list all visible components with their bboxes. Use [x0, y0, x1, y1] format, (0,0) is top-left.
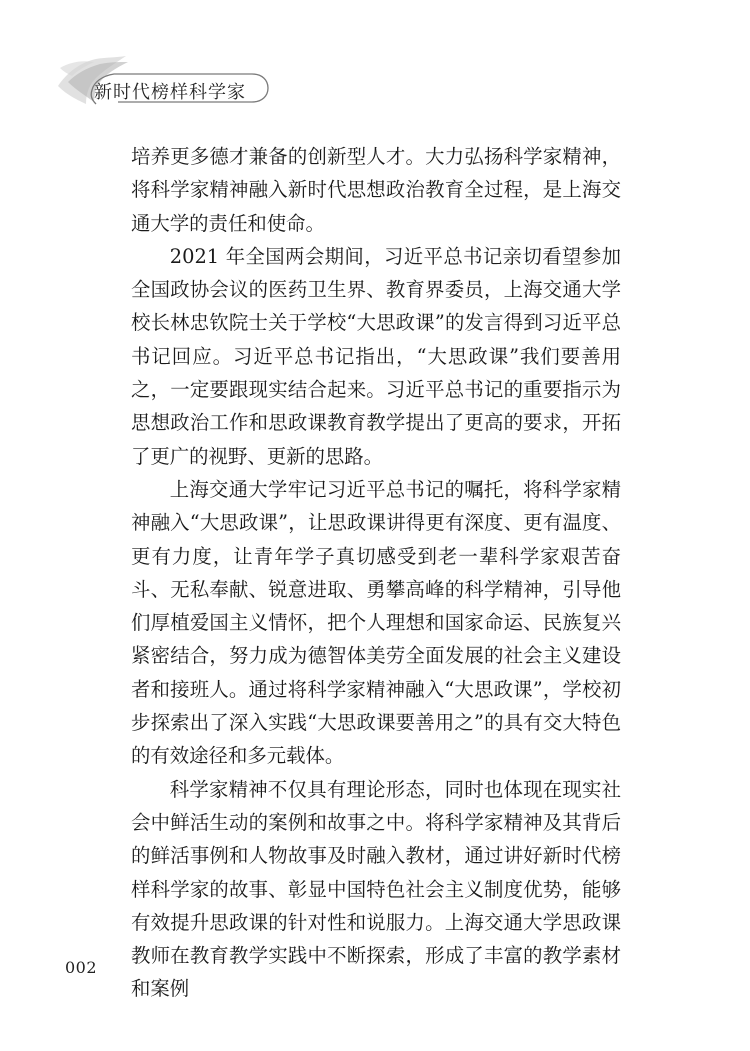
header-title: 新时代榜样科学家 — [94, 82, 246, 103]
running-header — [56, 52, 276, 122]
body-text — [131, 140, 621, 1006]
paragraph: 培养更多德才兼备的创新型人才。大力弘扬科学家精神，将科学家精神融入新时代思想政治教育全过程，是上海交通大学的责任和使命。 — [131, 145, 621, 235]
paragraph: 上海交通大学牢记习近平总书记的嘱托，将科学家精神融入“大思政课”，让思政课讲得更有深度、更有温度、更有力度，让青年学子真切感受到老一辈科学家艰苦奋斗、无私奉献、锐意进取、勇攀高峰的科学精神，引导他们厚植爱国主义情怀，把个人理想和国家命运、民族复兴紧密结合，努力成为德智体美劳全面发展的社会主义建设者和接班人。通过将科学家精神融入“大思政课”，学校初步探索出了深入实践“大思政课要善用之”的具有交大特色的有效途径和多元载体。 — [131, 477, 621, 768]
paragraph: 科学家精神不仅具有理论形态，同时也体现在现实社会中鲜活生动的案例和故事之中。将科学家精神及其背后的鲜活事例和人物故事及时融入教材，通过讲好新时代榜样科学家的故事、彰显中国特色社会主义制度优势，能够有效提升思政课的针对性和说服力。上海交通大学思政课教师在教育教学实践中不断探索，形成了丰富的教学素材和案例 — [131, 777, 621, 1001]
paragraph: 2021 年全国两会期间，习近平总书记亲切看望参加全国政协会议的医药卫生界、教育界委员，上海交通大学校长林忠钦院士关于学校“大思政课”的发言得到习近平总书记回应。习近平总书记指出，“大思政课”我们要善用之，一定要跟现实结合起来。习近平总书记的重要指示为思想政治工作和思政课教育教学提出了更高的要求，开拓了更广的视野、更新的思路。 — [131, 244, 621, 468]
page-number: 002 — [65, 958, 98, 977]
